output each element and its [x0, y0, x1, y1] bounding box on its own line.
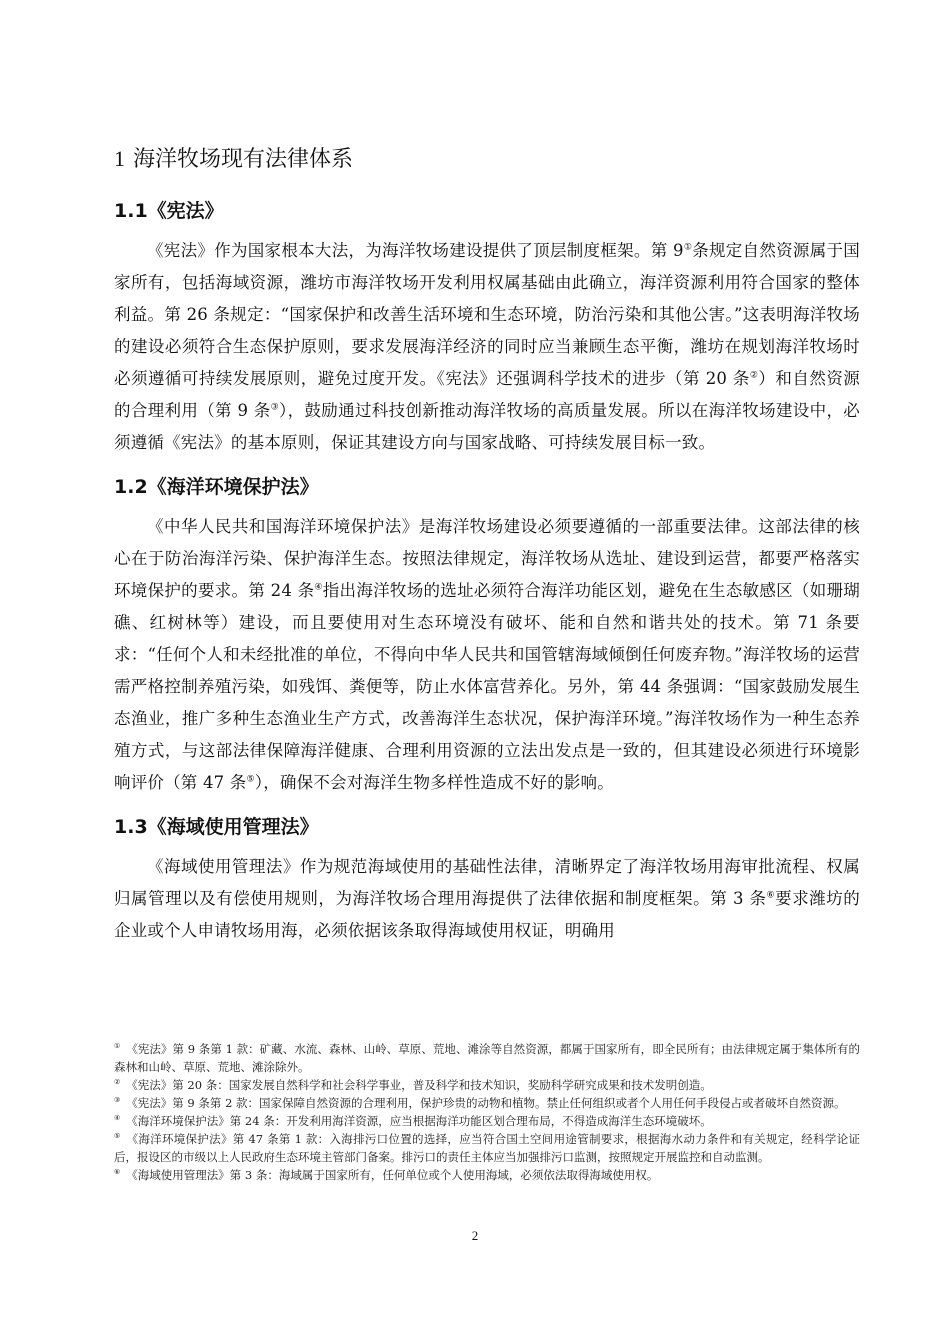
footnote-1 — [114, 1040, 860, 1076]
paragraph-text: ），确保不会对海洋生物多样性造成不好的影响。 — [254, 773, 614, 792]
paragraph-text: 指出海洋牧场的选址必须符合海洋功能区划，避免在生态敏感区（如珊瑚礁、红树林等）建设，而且要使用对生态环境没有破坏、能和自然和谐共处的技术。第 71 条要求：“任何个人和未经批准的单位，不得向中华人民共和国管辖海域倾倒任何废弃物。”海洋牧场的运营需严格控制养殖污染，如残饵、粪便等，防止水体富营养化。另外，第 44 条强调：“国家鼓励发展生态渔业，推广多种生态渔业生产方式，改善海洋生态状况，保护海洋环境。”海洋牧场作为一种生态养殖方式，与这部法律保障海洋健康、合理利用资源的立法出发点是一致的，但其建设必须进行环境影响评价（第 47 条 — [114, 581, 860, 792]
footnotes — [114, 1040, 860, 1184]
footnote-6 — [114, 1166, 860, 1184]
paragraph-constitution — [114, 235, 860, 459]
paragraph-text: 《宪法》作为国家根本大法，为海洋牧场建设提供了顶层制度框架。第 9 — [147, 241, 684, 260]
paragraph-sea-area — [114, 851, 860, 947]
footnote-ref-4[interactable]: ④ — [314, 582, 323, 593]
footnote-marker: ④ — [114, 1114, 121, 1123]
footnote-ref-2[interactable]: ② — [749, 370, 759, 381]
footnote-marker: ⑥ — [114, 1168, 121, 1177]
footnote-ref-5[interactable]: ⑤ — [246, 774, 255, 785]
subsection-heading-marine-env: 1.2《海洋环境保护法》 — [114, 476, 319, 498]
paragraph-text: 要求潍坊的企业或个人申请牧场用海，必须依据该条取得海域使用权证，明确用 — [114, 889, 860, 940]
paragraph-text: ），鼓励通过科技创新推动海洋牧场的高质量发展。所以在海洋牧场建设中，必须遵循《宪法》的基本原则，保证其建设方向与国家战略、可持续发展目标一致。 — [114, 401, 860, 452]
paragraph-text: 《中华人民共和国海洋环境保护法》是海洋牧场建设必须要遵循的一部重要法律。这部法律的核心在于防治海洋污染、保护海洋生态。按照法律规定，海洋牧场从选址、建设到运营，都要严格落实环境保护的要求。第 24 条 — [114, 517, 860, 600]
footnote-marker: ③ — [114, 1096, 121, 1105]
paragraph-text: 《海域使用管理法》作为规范海域使用的基础性法律，清晰界定了海洋牧场用海审批流程、权属归属管理以及有偿使用规则，为海洋牧场合理用海提供了法律依据和制度框架。第 3 条 — [114, 857, 860, 908]
footnote-text: 《宪法》第 9 条第 2 款：国家保障自然资源的合理利用，保护珍贵的动物和植物。禁止任何组织或者个人用任何手段侵占或者破坏自然资源。 — [126, 1096, 846, 1110]
subsection-heading-constitution: 1.1《宪法》 — [114, 200, 224, 222]
main-content — [114, 140, 860, 957]
subsection-heading-sea-area: 1.3《海域使用管理法》 — [114, 816, 319, 838]
footnote-3 — [114, 1094, 860, 1112]
footnote-marker: ⑤ — [114, 1132, 121, 1141]
footnote-marker: ② — [114, 1078, 121, 1087]
footnote-ref-1[interactable]: ① — [683, 242, 693, 253]
footnote-ref-6[interactable]: ⑥ — [766, 890, 776, 901]
footnote-2 — [114, 1076, 860, 1094]
footnote-text: 《宪法》第 9 条第 1 款：矿藏、水流、森林、山岭、草原、荒地、滩涂等自然资源，都属于国家所有，即全民所有；由法律规定属于集体所有的森林和山岭、草原、荒地、滩涂除外。 — [114, 1042, 860, 1074]
paragraph-text: ）和自然资源的合理利用（第 9 条 — [114, 369, 861, 420]
footnote-text: 《海洋环境保护法》第 47 条第 1 款：入海排污口位置的选择，应当符合国土空间用途管制要求，根据海水动力条件和有关规定，经科学论证后，报设区的市级以上人民政府生态环境主管部门备案。排污口的责任主体应当加强排污口监测，按照规定开展监控和自动监测。 — [114, 1132, 860, 1164]
section-title: 海洋牧场现有法律体系 — [133, 147, 354, 172]
page-number: 2 — [471, 1228, 479, 1243]
footnote-ref-3[interactable]: ③ — [270, 402, 280, 413]
footnote-5 — [114, 1130, 860, 1166]
footnote-4 — [114, 1112, 860, 1130]
section-heading — [114, 140, 860, 179]
footnote-text: 《海洋环境保护法》第 24 条：开发利用海洋资源，应当根据海洋功能区划合理布局，不得造成海洋生态环境破坏。 — [126, 1114, 712, 1128]
footnote-marker: ① — [114, 1042, 121, 1051]
paragraph-marine-env — [114, 511, 860, 799]
footnote-text: 《海域使用管理法》第 3 条：海域属于国家所有，任何单位或个人使用海域，必须依法取得海域使用权。 — [126, 1168, 659, 1182]
footnote-text: 《宪法》第 20 条：国家发展自然科学和社会科学事业，普及科学和技术知识，奖励科学研究成果和技术发明创造。 — [126, 1078, 712, 1092]
paragraph-text: 条规定自然资源属于国家所有，包括海域资源，潍坊市海洋牧场开发利用权属基础由此确立，海洋资源利用符合国家的整体利益。第 26 条规定：“国家保护和改善生活环境和生态环境，防治污染和其他公害。”这表明海洋牧场的建设必须符合生态保护原则，要求发展海洋经济的同时应当兼顾生态平衡，潍坊在规划海洋牧场时必须遵循可持续发展原则，避免过度开发。《宪法》还强调科学技术的进步（第 20 条 — [114, 241, 860, 388]
section-number: 1 — [114, 146, 125, 171]
